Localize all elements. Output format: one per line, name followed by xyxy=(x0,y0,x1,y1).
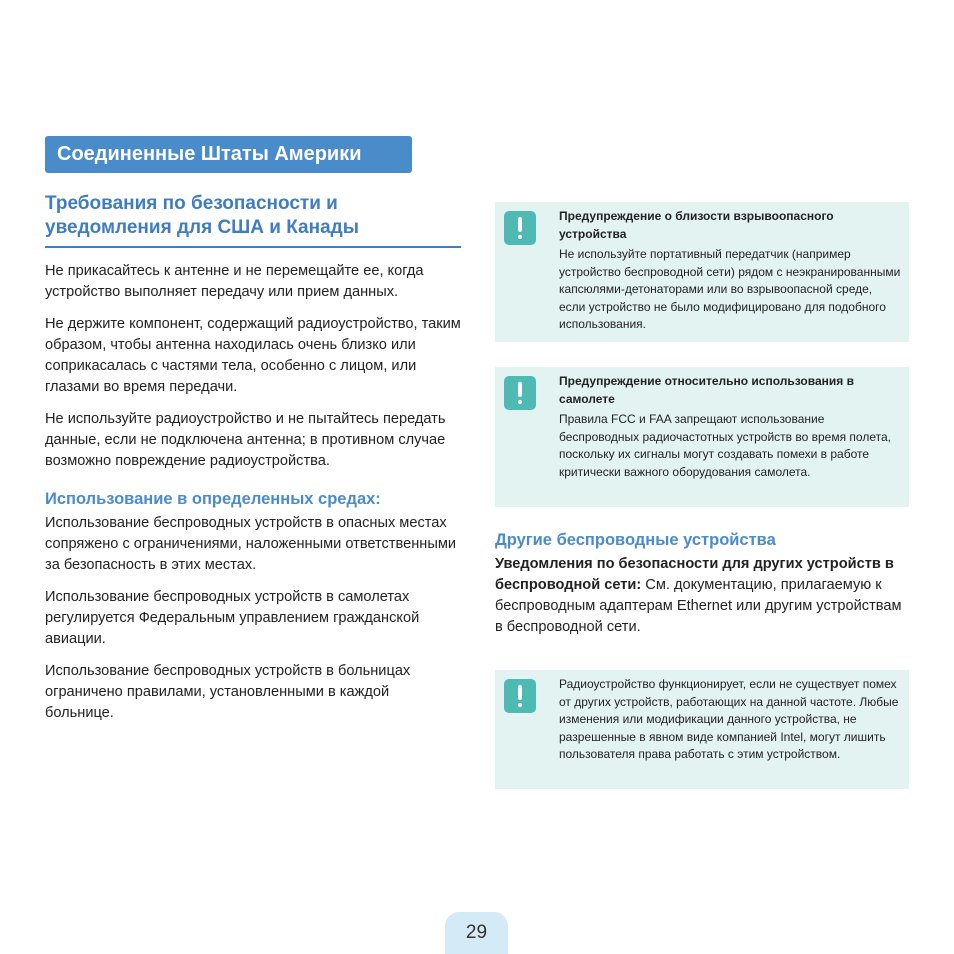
paragraph: Использование беспроводных устройств в самолетах регулируется Федеральным управлением гражданской авиации. xyxy=(45,589,420,647)
note-body: Радиоустройство функционирует, если не существует помех от других устройств, работающих на данной частоте. Любые изменения или модификации данного устройства, не разрешенные в явном виде компанией Intel, могут лишить пользователя права работать с этим устройством. xyxy=(559,677,899,761)
paragraph xyxy=(495,554,909,638)
subheading: Другие беспроводные устройства xyxy=(495,531,776,549)
paragraph: Не держите компонент, содержащий радиоустройство, таким образом, чтобы антенна находилась очень близко или соприкасалась с частями тела, особенно с лицом, или глазами во время передачи. xyxy=(45,316,461,395)
exclamation-icon xyxy=(504,211,536,245)
paragraph-text: См. документацию, прилагаемую к беспроводным адаптерам Ethernet или другим устройствам в беспроводной сети. xyxy=(495,577,902,635)
note-body: Не используйте портативный передатчик (например устройство беспроводной сети) рядом с неэкранированными капсюлями-детонаторами или во взрывоопасной среде, если устройство не было модифицировано для подобного использования. xyxy=(559,247,901,331)
paragraph: Использование беспроводных устройств в опасных местах сопряжено с ограничениями, наложенными ответственными за безопасность в этих местах. xyxy=(45,515,457,573)
note-title: Предупреждение относительно использования в самолете xyxy=(559,374,854,406)
warning-note xyxy=(495,202,909,342)
page-number: 29 xyxy=(445,912,508,954)
left-column xyxy=(45,192,461,735)
exclamation-icon xyxy=(504,376,536,410)
note-text xyxy=(559,373,901,481)
paragraph: Не используйте радиоустройство и не пытайтесь передать данные, если не подключена антенна; в противном случае возможно повреждение радиоустройства. xyxy=(45,411,446,469)
exclamation-icon xyxy=(504,679,536,713)
note-text xyxy=(559,208,901,334)
bold-lead: Уведомления по безопасности для других устройств в беспроводной сети: xyxy=(495,556,894,593)
subheading: Использование в определенных средах: xyxy=(45,490,381,508)
note-body: Правила FCC и FAA запрещают использование беспроводных радиочастотных устройств во время полета, поскольку их сигналы могут создавать помехи в работе критически важного оборудования самолета. xyxy=(559,412,891,479)
paragraph: Не прикасайтесь к антенне и не перемещайте ее, когда устройство выполняет передачу или прием данных. xyxy=(45,263,424,300)
section-heading: Требования по безопасности и уведомления для США и Канады xyxy=(45,193,359,238)
right-column xyxy=(495,530,909,638)
note-text xyxy=(559,676,901,764)
info-note xyxy=(495,670,909,789)
section-banner xyxy=(45,136,412,173)
warning-note xyxy=(495,367,909,507)
paragraph: Использование беспроводных устройств в больницах ограничено правилами, установленными в каждой больнице. xyxy=(45,663,411,721)
heading-divider xyxy=(45,246,461,248)
note-title: Предупреждение о близости взрывоопасного устройства xyxy=(559,209,834,241)
section-banner-title: Соединенные Штаты Америки xyxy=(57,143,362,165)
